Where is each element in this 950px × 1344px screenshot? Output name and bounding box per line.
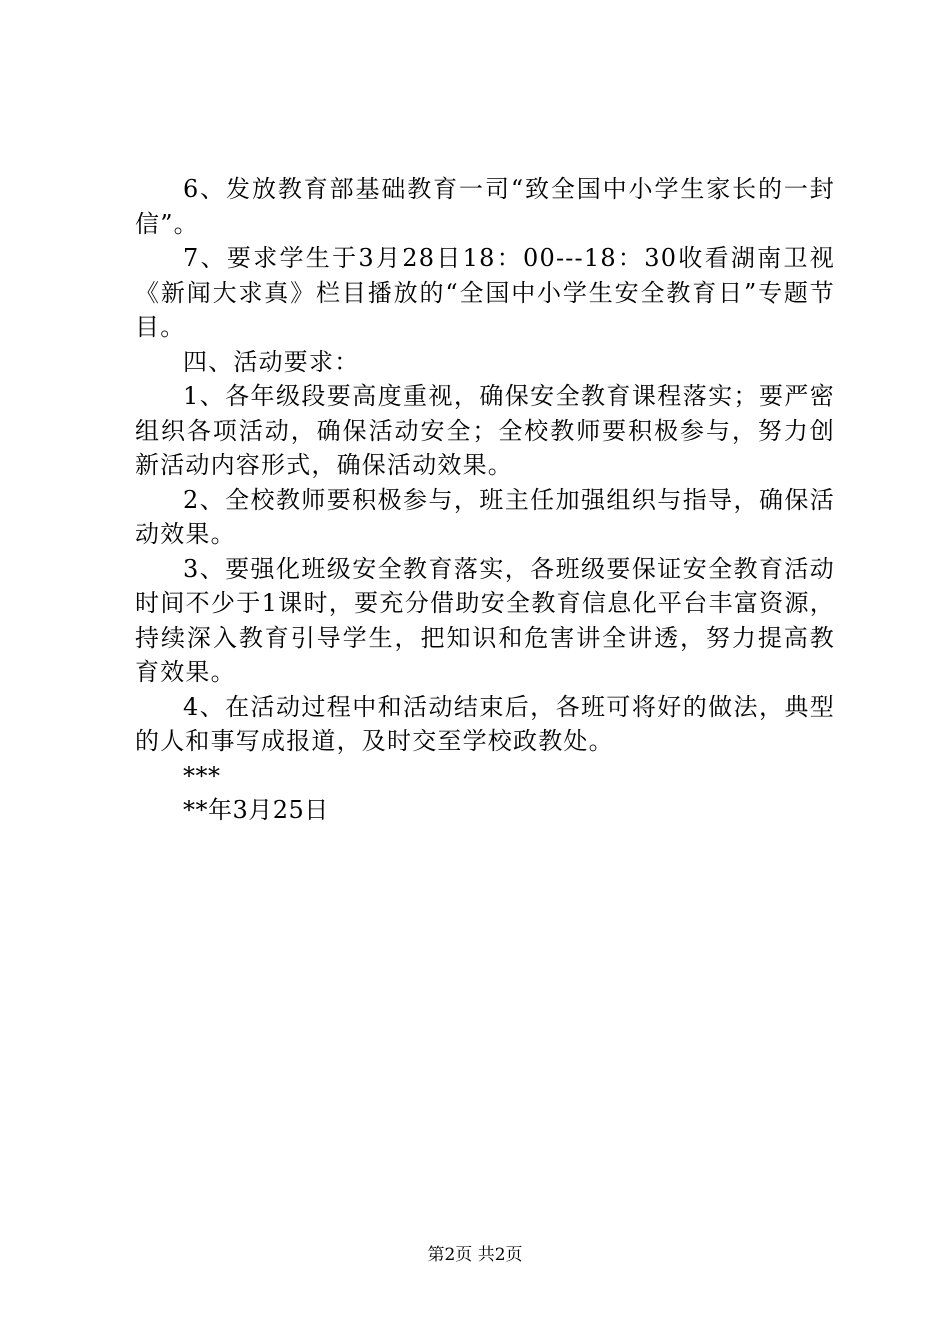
document-body [135,172,835,828]
page-number: 第2页 共2页 [427,1245,523,1265]
requirement-item-4: 4、在活动过程中和活动结束后，各班可将好的做法，典型的人和事写成报道，及时交至学校政教处。 [135,692,835,755]
requirement-item-2: 2、全校教师要积极参与，班主任加强组织与指导，确保活动效果。 [135,485,835,548]
requirement-item-1: 1、各年级段要高度重视，确保安全教育课程落实；要严密组织各项活动，确保活动安全；全校教师要积极参与，努力创新活动内容形式，确保活动效果。 [135,382,835,479]
signature-date: **年3月25日 [183,796,329,824]
paragraph-item-6: 6、发放教育部基础教育一司“致全国中小学生家长的一封信”。 [135,175,835,238]
page-footer [0,1243,950,1267]
paragraph-item-7: 7、要求学生于3月28日18：00---18：30收看湖南卫视《新闻大求真》栏目播放的“全国中小学生安全教育日”专题节目。 [135,244,835,341]
signature-org: *** [183,761,221,790]
section-heading-requirements: 四、活动要求： [183,347,360,376]
requirement-item-3: 3、要强化班级安全教育落实，各班级要保证安全教育活动时间不少于1课时，要充分借助安全教育信息化平台丰富资源，持续深入教育引导学生，把知识和危害讲全讲透，努力提高教育效果。 [135,554,835,686]
